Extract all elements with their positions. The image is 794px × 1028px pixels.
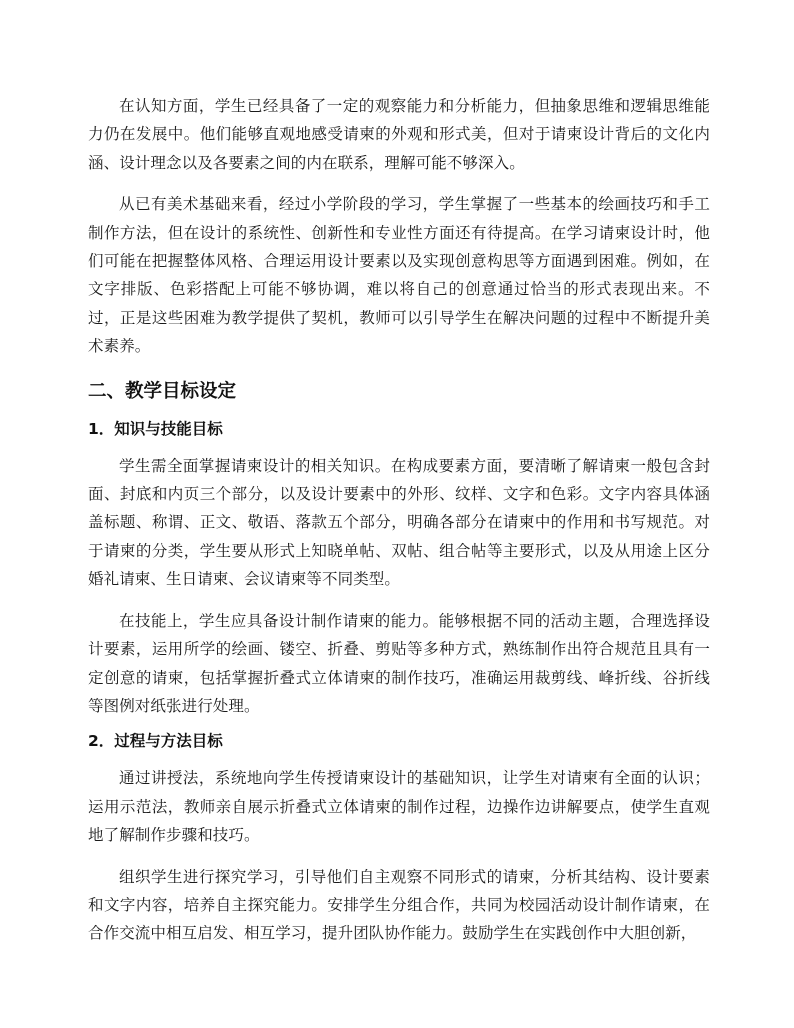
- process-paragraph-2: 组织学生进行探究学习，引导他们自主观察不同形式的请柬，分析其结构、设计要素和文字内容，培养自主探究能力。安排学生分组合作，共同为校园活动设计制作请柬，在合作交流中相互启发、相互学习，提升团队协作能力。鼓励学生在实践创作中大胆创新，: [88, 867, 710, 943]
- subheading-process-methods: 2．过程与方法目标: [88, 732, 223, 751]
- intro-paragraph-1: 在认知方面，学生已经具备了一定的观察能力和分析能力，但抽象思维和逻辑思维能力仍在发展中。他们能够直观地感受请柬的外观和形式美，但对于请柬设计背后的文化内涵、设计理念以及各要素之间的内在联系，理解可能不够深入。: [88, 97, 710, 172]
- document-page: [88, 92, 710, 948]
- knowledge-paragraph-2: 在技能上，学生应具备设计制作请柬的能力。能够根据不同的活动主题，合理选择设计要素，运用所学的绘画、镂空、折叠、剪贴等多种方式，熟练制作出符合规范且具有一定创意的请柬，包括掌握折叠式立体请柬的制作技巧，准确运用裁剪线、峰折线、谷折线等图例对纸张进行处理。: [88, 611, 710, 715]
- knowledge-paragraph-1: 学生需全面掌握请柬设计的相关知识。在构成要素方面，要清晰了解请柬一般包含封面、封底和内页三个部分，以及设计要素中的外形、纹样、文字和色彩。文字内容具体涵盖标题、称谓、正文、敬语、落款五个部分，明确各部分在请柬中的作用和书写规范。对于请柬的分类，学生要从形式上知晓单帖、双帖、组合帖等主要形式，以及从用途上区分婚礼请柬、生日请柬、会议请柬等不同类型。: [88, 456, 710, 589]
- subheading-knowledge-skills: 1．知识与技能目标: [88, 419, 223, 438]
- section-heading-teaching-goals: 二、教学目标设定: [88, 380, 237, 402]
- process-paragraph-1: 通过讲授法，系统地向学生传授请柬设计的基础知识，让学生对请柬有全面的认识；运用示范法，教师亲自展示折叠式立体请柬的制作过程，边操作边讲解要点，使学生直观地了解制作步骤和技巧。: [88, 769, 710, 845]
- intro-paragraph-2: 从已有美术基础来看，经过小学阶段的学习，学生掌握了一些基本的绘画技巧和手工制作方法，但在设计的系统性、创新性和专业性方面还有待提高。在学习请柬设计时，他们可能在把握整体风格、合理运用设计要素以及实现创意构思等方面遇到困难。例如，在文字排版、色彩搭配上可能不够协调，难以将自己的创意通过恰当的形式表现出来。不过，正是这些困难为教学提供了契机，教师可以引导学生在解决问题的过程中不断提升美术素养。: [88, 195, 710, 356]
